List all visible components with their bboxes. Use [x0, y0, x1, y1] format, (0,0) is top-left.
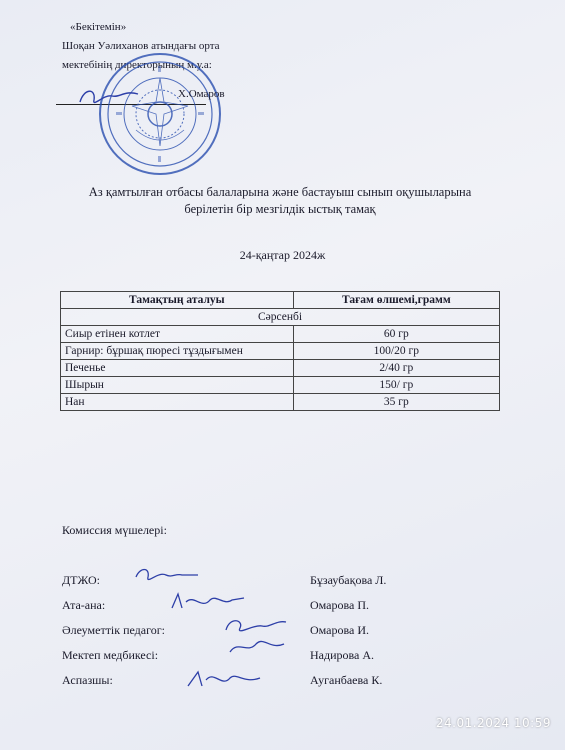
approval-school: Шоқан Уәлиханов атындағы орта [62, 40, 220, 52]
dish-name: Печенье [61, 360, 294, 377]
member-role: ДТЖО: [62, 573, 100, 587]
table-row [61, 326, 500, 343]
table-day-row [61, 309, 500, 326]
document-title [40, 184, 520, 218]
member-role: Аспазшы: [62, 673, 113, 687]
header-dish-name: Тамақтың аталуы [61, 292, 294, 309]
approval-title: «Бекітемін» [70, 21, 127, 33]
member-name: Ауганбаева К. [310, 673, 383, 687]
director-name: Х.Омаров [178, 88, 225, 100]
member-name: Омарова И. [310, 623, 370, 637]
member-name: Бұзаубақова Л. [310, 573, 387, 587]
signature-icon [166, 590, 248, 614]
dish-name: Гарнир: бұршақ пюресі тұздығымен [61, 343, 294, 360]
dish-name: Сиыр етінен котлет [61, 326, 294, 343]
dish-portion: 150/ гр [293, 377, 499, 394]
member-role: Ата-ана: [62, 598, 106, 612]
approval-director-role: мектебінің директорының м.у.а: [62, 59, 212, 71]
header-portion-size: Тағам өлшемі,грамм [293, 292, 499, 309]
dish-name: Нан [61, 394, 294, 411]
official-seal-icon [96, 50, 224, 178]
menu-table [60, 291, 500, 411]
member-role: Әлеуметтік педагог: [62, 623, 165, 637]
title-line-1: Аз қамтылған отбасы балаларына және бастауыш сынып оқушыларына [88, 185, 472, 199]
day-of-week: Сәрсенбі [61, 309, 500, 326]
signature-icon [184, 666, 264, 692]
photo-timestamp: 24.01.2024 10:59 [435, 716, 551, 730]
member-name: Омарова П. [310, 598, 370, 612]
signature-icon [132, 563, 202, 589]
table-row [61, 343, 500, 360]
table-row [61, 377, 500, 394]
table-row [61, 394, 500, 411]
dish-portion: 100/20 гр [293, 343, 499, 360]
signature-icon [220, 614, 290, 660]
member-name: Надирова А. [310, 648, 375, 662]
document-date: 24-қаңтар 2024ж [239, 248, 326, 262]
director-signature-icon [74, 84, 144, 110]
table-row [61, 360, 500, 377]
table-header-row [61, 292, 500, 309]
dish-name: Шырын [61, 377, 294, 394]
dish-portion: 2/40 гр [293, 360, 499, 377]
title-line-2: берілетін бір мезгілдік ыстық тамақ [184, 202, 376, 216]
member-role: Мектеп медбикесі: [62, 648, 159, 662]
dish-portion: 60 гр [293, 326, 499, 343]
commission-heading: Комиссия мүшелері: [62, 523, 167, 537]
dish-portion: 35 гр [293, 394, 499, 411]
